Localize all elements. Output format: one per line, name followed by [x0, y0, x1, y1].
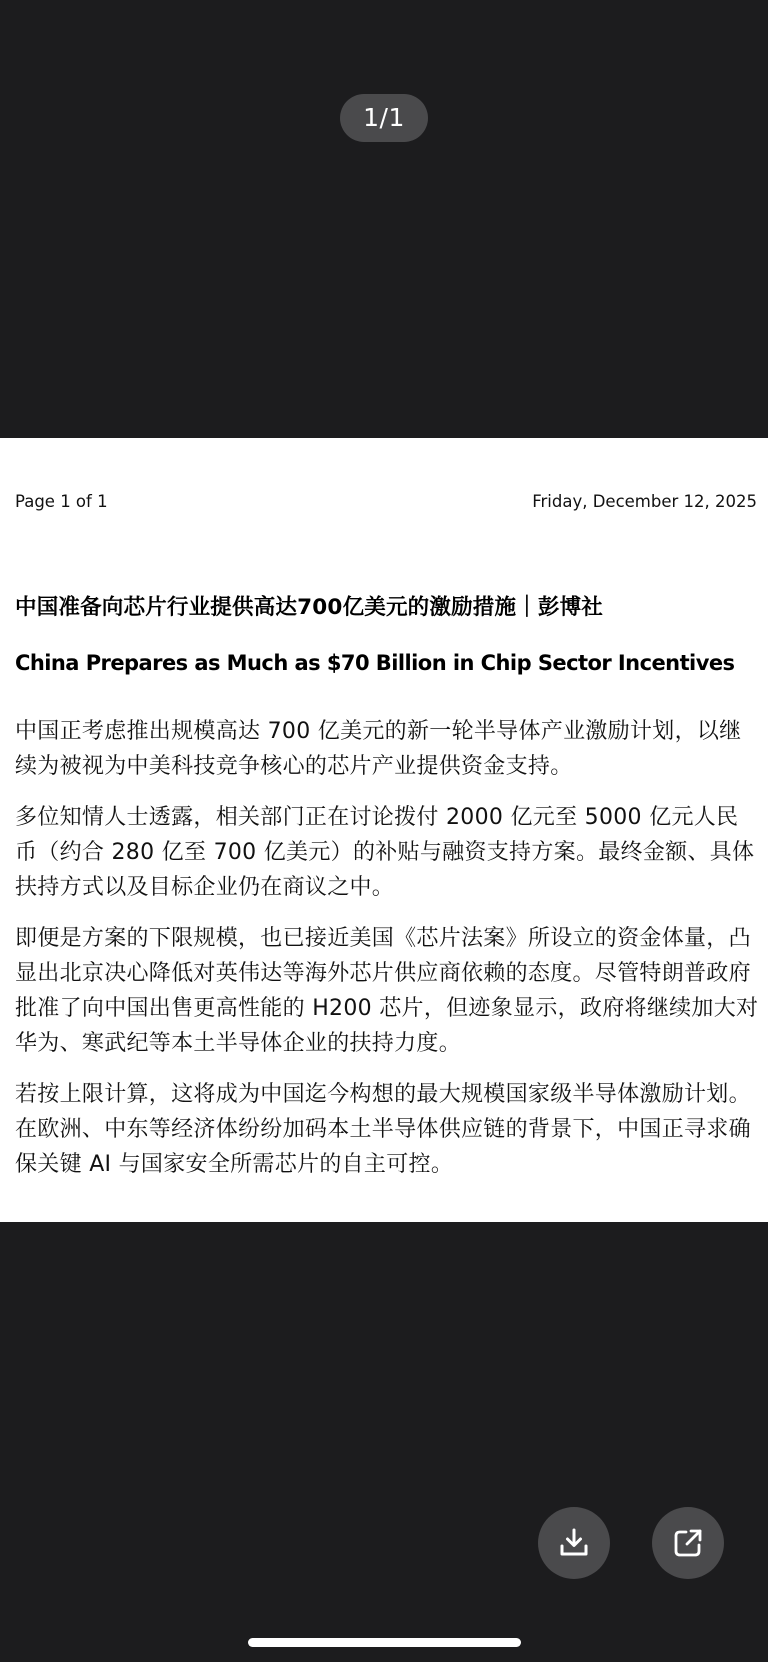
- print-date: Friday, December 12, 2025: [532, 492, 757, 511]
- article-paragraph: 中国正考虑推出规模高达 700 亿美元的新一轮半导体产业激励计划，以继续为被视为中美科技竞争核心的芯片产业提供资金支持。: [15, 719, 742, 779]
- home-indicator[interactable]: [248, 1638, 521, 1647]
- document-header: [15, 492, 757, 511]
- download-button[interactable]: [538, 1507, 610, 1579]
- article-paragraph: 多位知情人士透露，相关部门正在讨论拨付 2000 亿元至 5000 亿元人民币（约合 280 亿至 700 亿美元）的补贴与融资支持方案。最终金额、具体扶持方式以及目标企业仍在商议之中。: [15, 805, 755, 900]
- page-counter: 1/1: [340, 94, 428, 142]
- article-title-chinese: 中国准备向芯片行业提供高达700亿美元的激励措施｜彭博社: [15, 595, 603, 620]
- share-icon: [671, 1526, 705, 1560]
- article-paragraph: 若按上限计算，这将成为中国迄今构想的最大规模国家级半导体激励计划。在欧洲、中东等经济体纷纷加码本土半导体供应链的背景下，中国正寻求确保关键 AI 与国家安全所需芯片的自主可控。: [15, 1082, 751, 1177]
- article-title-english: China Prepares as Much as $70 Billion in Chip Sector Incentives: [15, 651, 735, 675]
- page-label: Page 1 of 1: [15, 492, 108, 511]
- article-body: [15, 714, 759, 1198]
- article-paragraph: 即便是方案的下限规模，也已接近美国《芯片法案》所设立的资金体量，凸显出北京决心降低对英伟达等海外芯片供应商依赖的态度。尽管特朗普政府批准了向中国出售更高性能的 H200 芯片，但迹象显示，政府将继续加大对华为、寒武纪等本土半导体企业的扶持力度。: [15, 926, 759, 1056]
- share-button[interactable]: [652, 1507, 724, 1579]
- download-icon: [557, 1526, 591, 1560]
- document-page[interactable]: [0, 438, 768, 1222]
